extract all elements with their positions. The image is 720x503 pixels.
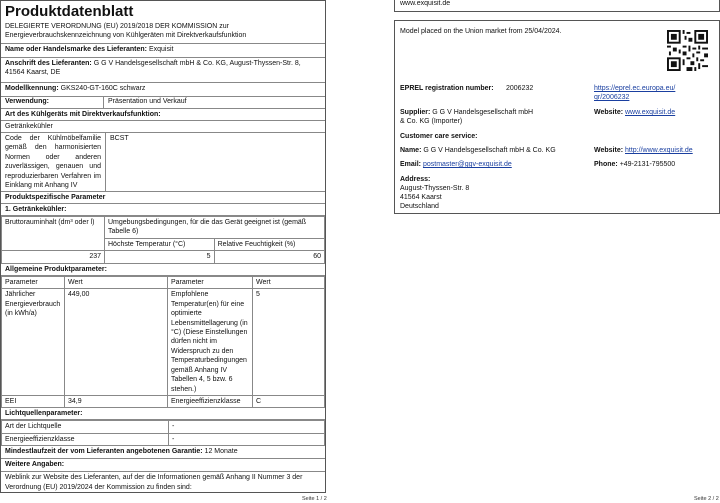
light-class-label: Energieeffizienzklasse (2, 433, 169, 445)
general-params-table (1, 276, 325, 409)
care-phone-row (594, 160, 675, 169)
rel-humidity-value: 60 (214, 251, 324, 263)
model-value: GKS240-GT-160C schwarz (60, 85, 146, 92)
eei-label: EEI (2, 396, 65, 408)
model-label: Modellkennung: (5, 85, 59, 92)
care-address-line3: Deutschland (400, 203, 439, 210)
further-info-heading: Weitere Angaben: (1, 459, 325, 472)
supplier-name-value: Exquisit (148, 46, 174, 53)
family-code-value: BCST (110, 135, 129, 142)
qr-code-icon (667, 30, 708, 71)
care-name-value: G G V Handelsgesellschaft mbH & Co. KG (423, 147, 556, 154)
care-email-link[interactable]: postmaster@ggv-exquisit.de (422, 161, 512, 168)
cooler-params-table (1, 216, 325, 264)
type-heading: Art des Kühlgeräts mit Direktverkaufsfunktion: (1, 109, 325, 121)
website-row (594, 108, 675, 117)
care-phone-value: +49-2131-795500 (619, 161, 676, 168)
rec-temp-value: 5 (253, 289, 325, 396)
supplier-address-value: G G V Handelsgesellschaft mbH & Co. KG, August-Thyssen-Str. 8, 41564 Kaarst, DE (5, 60, 301, 77)
col-param-2: Parameter (168, 276, 253, 288)
eprel-frame (394, 20, 720, 214)
website-top-text: www.exquisit.de (400, 0, 451, 7)
rel-humidity-label: Relative Feuchtigkeit (%) (214, 238, 324, 250)
supplier-label: Supplier: (400, 109, 431, 116)
further-info-text: Weblink zur Website des Lieferanten, auf der die Informationen gemäß Anhang II Nummer 3 der Verordnung (EU) 2019/2024 der Kommission zu finden sind: (5, 474, 303, 491)
supplier-name-label: Name oder Handelsmarke des Lieferanten: (5, 46, 147, 53)
gross-volume-value: 237 (2, 251, 105, 263)
light-type-value: - (169, 421, 325, 433)
rec-temp-label: Empfohlene Temperatur(en) für eine optimierte Lebensmittellagerung (in °C) (Diese Einstellungen dürfen nicht im Widerspruch zu den Temperaturbedingungen gemäß Anhang IV Tabellen 4, 5 bzw. 6 stehen.) (168, 289, 253, 396)
warranty-row (1, 446, 325, 459)
care-address-line2: 41564 Kaarst (400, 194, 442, 201)
model-row (1, 83, 325, 97)
care-address-label: Address: (400, 176, 431, 183)
energy-class-value: C (253, 396, 325, 408)
light-class-value: - (169, 433, 325, 445)
website-label: Website: (594, 109, 624, 116)
light-source-heading: Lichtquellenparameter: (1, 408, 325, 420)
max-temp-value: 5 (105, 251, 215, 263)
regulation-text: DELEGIERTE VERORDNUNG (EU) 2019/2018 DER KOMMISSION zur Energieverbrauchskennzeichnung von Kühlgeräten mit Direktverkaufsfunktion (1, 21, 325, 44)
light-type-label: Art der Lichtquelle (2, 421, 169, 433)
general-params-heading: Allgemeine Produktparameter: (1, 264, 325, 276)
page-number-1: Seite 1 / 2 (302, 496, 327, 502)
gross-volume-label: Bruttorauminhalt (dm³ oder l) (2, 217, 105, 251)
website-link[interactable]: www.exquisit.de (625, 109, 676, 116)
family-code-row (1, 133, 325, 192)
energy-class-label: Energieeffizienzklasse (168, 396, 253, 408)
care-website-label: Website: (594, 147, 624, 154)
supplier-address-label: Anschrift des Lieferanten: (5, 60, 92, 67)
care-address-line1: August-Thyssen-Str. 8 (400, 185, 470, 192)
warranty-value: 12 Monate (204, 448, 238, 456)
max-temp-label: Höchste Temperatur (°C) (105, 238, 215, 250)
supplier-value: G G V Handelsgesellschaft mbH & Co. KG (Importer) (400, 109, 534, 126)
use-label: Verwendung: (1, 97, 104, 108)
product-params-heading: Produktspezifische Parameter (1, 192, 325, 204)
website-top-frame (394, 0, 720, 12)
beverage-cooler-heading: 1. Getränkekühler: (1, 204, 325, 216)
care-website-row (594, 146, 693, 155)
care-website-link[interactable]: http://www.exquisit.de (625, 147, 693, 154)
annual-energy-label: Jährlicher Energieverbrauch (in kWh/a) (2, 289, 65, 396)
datasheet-frame (0, 0, 326, 493)
eprel-value: 2006232 (506, 85, 534, 92)
supplier-row (400, 108, 535, 127)
placed-on-market-text: Model placed on the Union market from 25/04/2024. (400, 28, 562, 35)
col-value-1: Wert (65, 276, 168, 288)
type-value: Getränkekühler (1, 121, 325, 133)
ambient-conditions-label: Umgebungsbedingungen, für die das Gerät geeignet ist (gemäß Tabelle 6) (105, 217, 325, 239)
eprel-label: EPREL registration number: (400, 85, 494, 92)
warranty-label: Mindestlaufzeit der vom Lieferanten angebotenen Garantie: (5, 448, 203, 456)
use-value: Präsentation und Verkauf (108, 98, 187, 105)
col-param-1: Parameter (2, 276, 65, 288)
light-source-table (1, 420, 325, 446)
customer-care-heading: Customer care service: (400, 133, 478, 140)
supplier-address-row (1, 58, 325, 83)
page-number-2: Seite 2 / 2 (694, 496, 719, 502)
use-row (1, 97, 325, 109)
care-email-row (400, 160, 512, 169)
care-name-label: Name: (400, 147, 422, 154)
eei-value: 34,9 (65, 396, 168, 408)
page-title: Produktdatenblatt (5, 3, 134, 20)
care-phone-label: Phone: (594, 161, 618, 168)
family-code-text: Code der Kühlmöbelfamilie gemäß den harmonisierten Normen oder anderen zuverlässigen, genauen und reproduzierbaren Verfahren im Einklang mit Anhang IV (1, 133, 106, 191)
page-2 (360, 0, 720, 503)
col-value-2: Wert (253, 276, 325, 288)
eprel-link[interactable]: https://eprel.ec.europa.eu/qr/2006232 (594, 85, 676, 102)
care-email-label: Email: (400, 161, 422, 168)
page-1 (0, 0, 330, 503)
supplier-name-row (1, 44, 325, 58)
care-name-row (400, 146, 556, 155)
annual-energy-value: 449,00 (65, 289, 168, 396)
